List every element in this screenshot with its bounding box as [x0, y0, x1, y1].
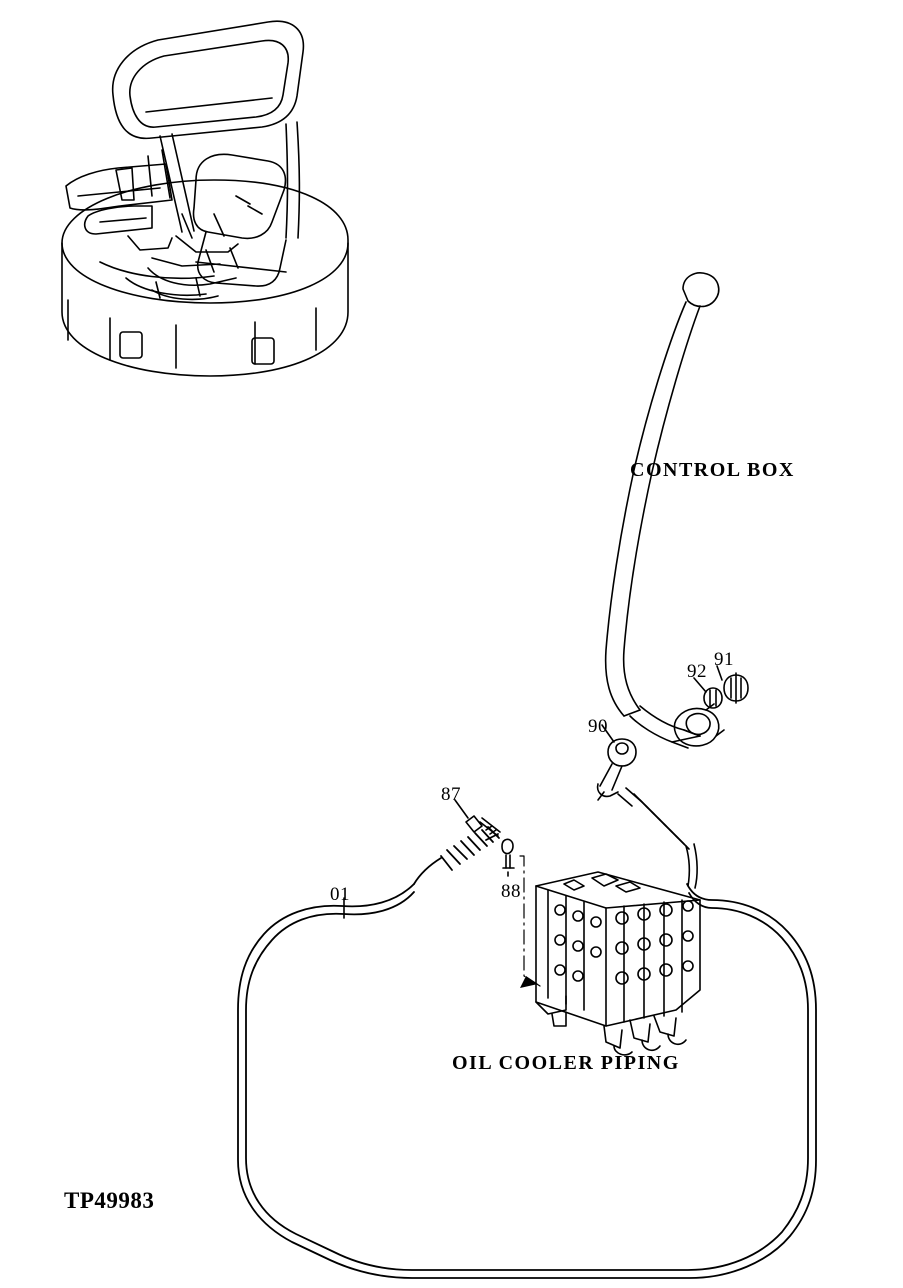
- fastener-91-nut: [724, 673, 748, 703]
- callout-92: 92: [687, 661, 707, 682]
- callout-88: 88: [501, 881, 521, 902]
- figure-code: TP49983: [64, 1188, 155, 1213]
- cable-spring-right: [618, 788, 689, 849]
- callout-01: 01: [330, 884, 350, 905]
- machine-upperstructure-sketch: [62, 21, 348, 376]
- alignment-dash-line: [520, 856, 540, 986]
- section-label-oil-cooler-piping: OIL COOLER PIPING: [452, 1052, 680, 1074]
- cable-right-tail: [686, 846, 689, 886]
- callout-90: 90: [588, 716, 608, 737]
- section-label-control-box: CONTROL BOX: [630, 459, 795, 481]
- callout-91: 91: [714, 649, 734, 670]
- callout-87: 87: [441, 784, 461, 805]
- control-valve-block: [536, 872, 700, 1055]
- part-88-clamp: [502, 839, 514, 868]
